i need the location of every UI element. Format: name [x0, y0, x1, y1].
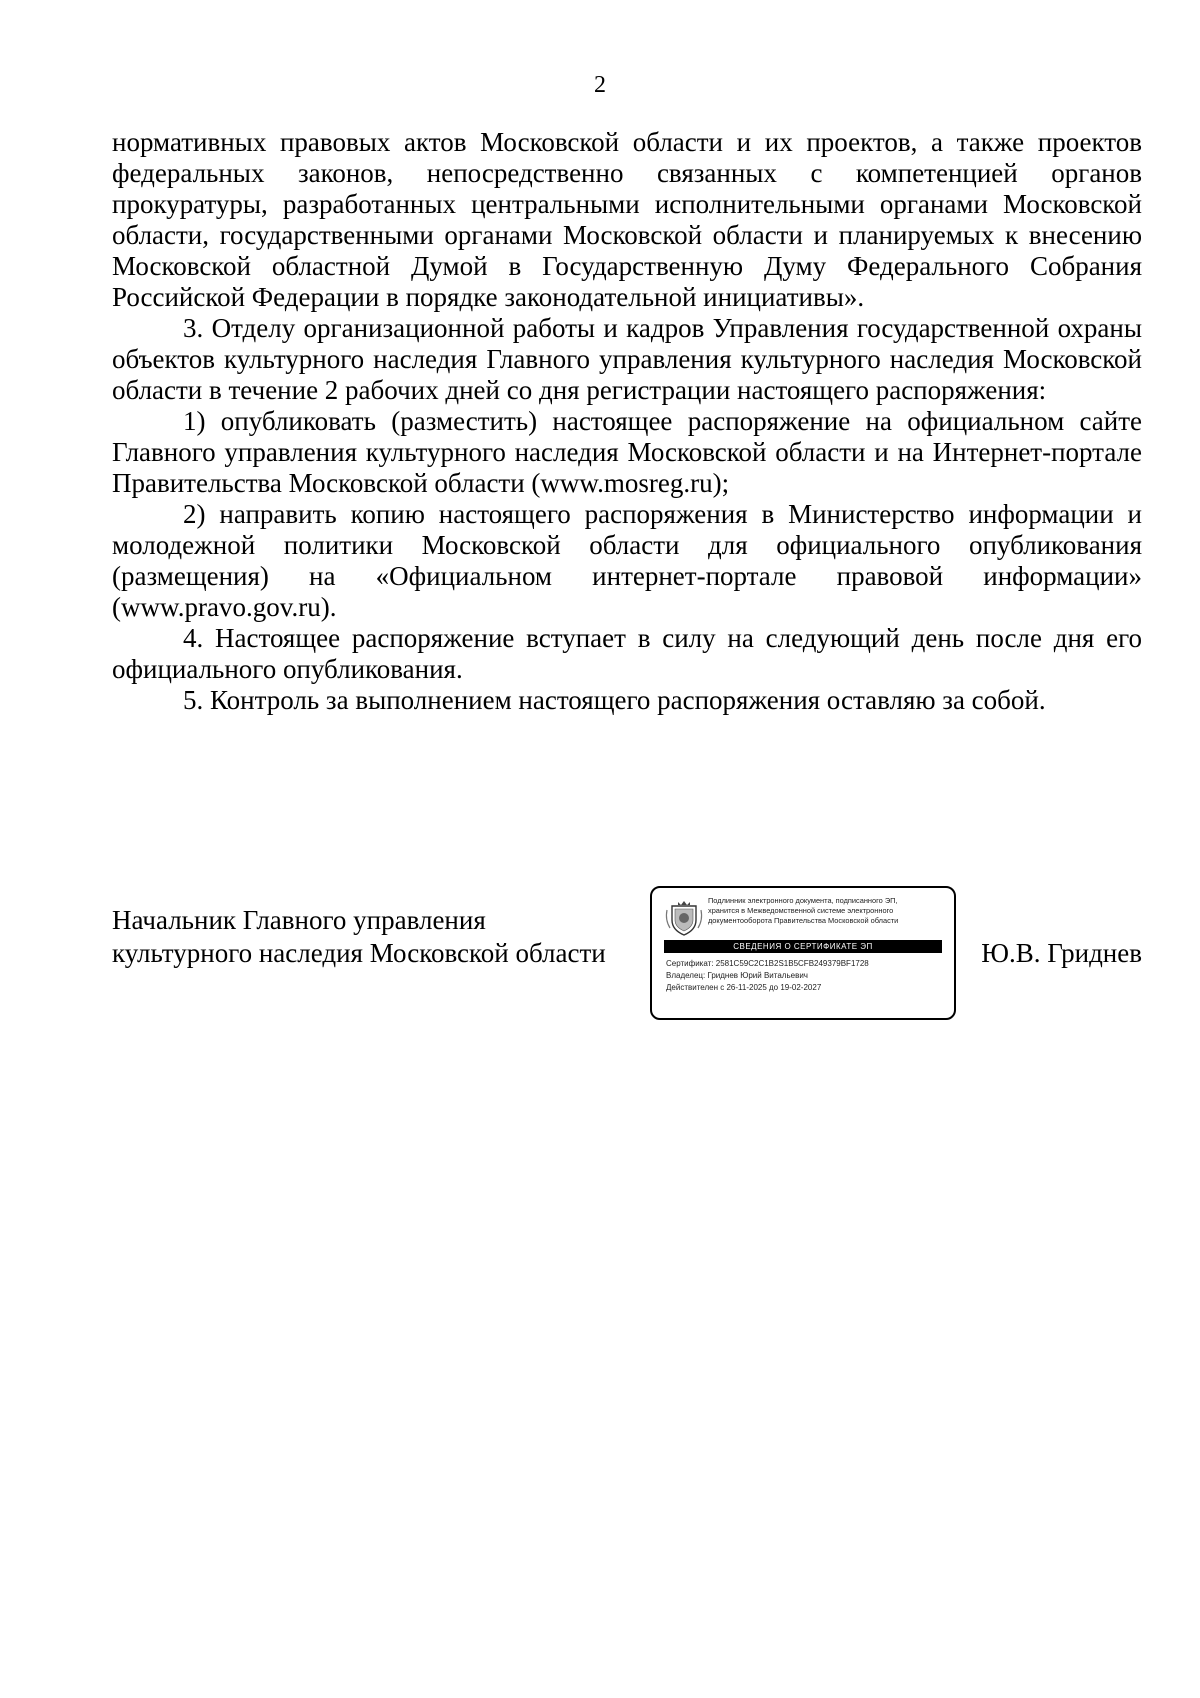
page-number: 2	[594, 72, 606, 98]
paragraph: 2) направить копию настоящего распоряжения в Министерство информации и молодежной политики Московской области для официального опубликования (размещения) на «Официальном интернет-портале правовой информации» (www.pravo.gov.ru).	[112, 499, 1142, 622]
stamp-validity: Действителен с 26-11-2025 до 19-02-2027	[666, 983, 822, 992]
signature-block	[112, 886, 1142, 1026]
stamp-details	[666, 958, 946, 994]
stamp-owner: Владелец: Гриднев Юрий Витальевич	[666, 971, 808, 980]
paragraph: 1) опубликовать (разместить) настоящее распоряжение на официальном сайте Главного управления культурного наследия Московской области и на Интернет-портале Правительства Московской области (www.mosreg.ru);	[112, 406, 1142, 498]
stamp-certificate: Сертификат: 2581C59C2C1B2S1B5CFB249379BF1728	[666, 959, 869, 968]
signer-title	[112, 904, 606, 970]
coat-of-arms-icon	[664, 896, 704, 938]
stamp-header-line: хранится в Межведомственной системе электронного	[708, 906, 894, 915]
signer-title-line: Начальник Главного управления	[112, 905, 486, 935]
stamp-header-line: Подлинник электронного документа, подписанного ЭП,	[708, 896, 898, 905]
signer-name: Ю.В. Гриднев	[981, 938, 1142, 968]
document-body	[112, 127, 1142, 716]
paragraph: 4. Настоящее распоряжение вступает в силу на следующий день после дня его официального опубликования.	[112, 623, 1142, 684]
signer-title-line: культурного наследия Московской области	[112, 938, 606, 968]
stamp-header	[708, 896, 952, 926]
stamp-certificate-bar: СВЕДЕНИЯ О СЕРТИФИКАТЕ ЭП	[664, 940, 942, 953]
paragraph: нормативных правовых актов Московской области и их проектов, а также проектов федеральных законов, непосредственно связанных с компетенцией органов прокуратуры, разработанных центральными исполнительными органами Московской области, государственными органами Московской области и планируемых к внесению Московской областной Думой в Государственную Думу Федерального Собрания Российской Федерации в порядке законодательной инициативы».	[112, 127, 1142, 312]
electronic-signature-stamp	[650, 886, 956, 1020]
paragraph: 3. Отделу организационной работы и кадров Управления государственной охраны объектов культурного наследия Главного управления культурного наследия Московской области в течение 2 рабочих дней со дня регистрации настоящего распоряжения:	[112, 313, 1142, 405]
stamp-header-line: документооборота Правительства Московской области	[708, 916, 899, 925]
paragraph: 5. Контроль за выполнением настоящего распоряжения оставляю за собой.	[183, 685, 1046, 715]
